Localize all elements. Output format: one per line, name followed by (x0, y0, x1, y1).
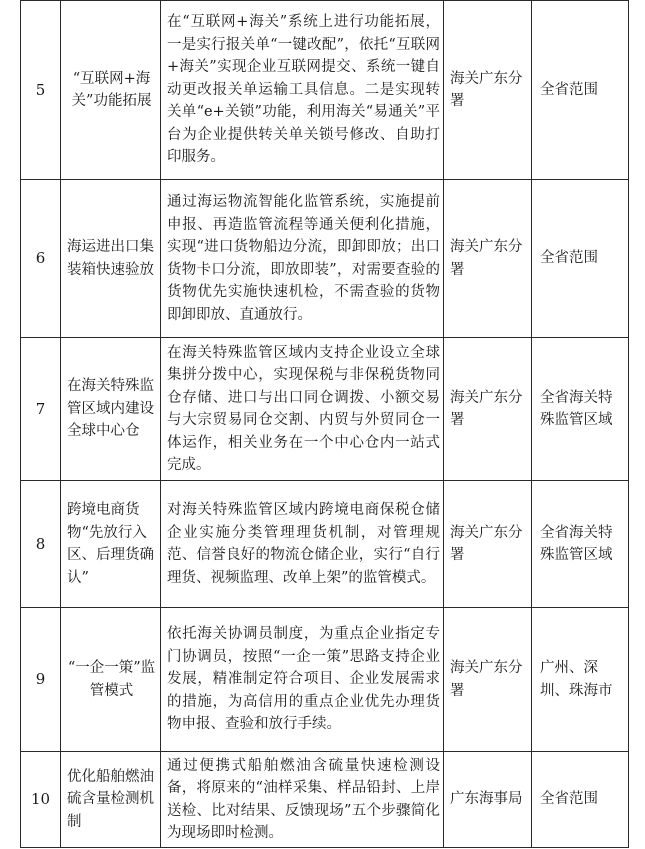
measure-content: 对海关特殊监管区域内跨境电商保税仓储企业实施分类管理理货机制，对管理规范、信誉良好的物流仓储企业，实行“自行理货、视频监理、改单上架”的监管模式。 (161, 481, 444, 608)
row-number: 7 (21, 338, 61, 481)
measure-name: 海运进出口集装箱快速验放 (61, 180, 161, 338)
responsible-department: 海关广东分署 (444, 180, 532, 338)
measure-name: 优化船舶燃油硫含量检测机制 (61, 752, 161, 848)
responsible-department: 海关广东分署 (444, 608, 532, 752)
responsible-department: 海关广东分署 (444, 1, 532, 180)
implementation-scope: 全省范围 (532, 752, 629, 848)
measure-content: 依托海关协调员制度，为重点企业指定专门协调员，按照“一企一策”思路支持企业发展，精准制定符合项目、企业发展需求的措施，为高信用的重点企业优先办理货物申报、查验和放行手续。 (161, 608, 444, 752)
measure-name: 在海关特殊监管区域内建设全球中心仓 (61, 338, 161, 481)
implementation-scope: 全省范围 (532, 1, 629, 180)
measure-name: 跨境电商货物“先放行入区、后理货确认” (61, 481, 161, 608)
measure-name: “一企一策”监管模式 (61, 608, 161, 752)
measure-content: 通过便携式船舶燃油含硫量快速检测设备，将原来的“油样采集、样品铅封、上岸送检、比对结果、反馈现场”五个步骤简化为现场即时检测。 (161, 752, 444, 848)
measure-content: 通过海运物流智能化监管系统，实施提前申报、再造监管流程等通关便利化措施，实现“进口货物船边分流，即卸即放；出口货物卡口分流，即放即装”，对需要查验的货物优先实施快速机检，不需查验的货物即卸即放、直通放行。 (161, 180, 444, 338)
measure-name: “互联网+海关”功能拓展 (61, 1, 161, 180)
responsible-department: 海关广东分署 (444, 481, 532, 608)
table-row (21, 752, 629, 848)
measure-content: 在“互联网+海关”系统上进行功能拓展，一是实行报关单“一键改配”，依托“互联网+海关”实现企业互联网提交、系统一键自动更改报关单运输工具信息。二是实现转关单“e+关锁”功能，利用海关“易通关”平台为企业提供转关单关锁号修改、自助打印服务。 (161, 1, 444, 180)
row-number: 6 (21, 180, 61, 338)
implementation-scope: 全省海关特殊监管区域 (532, 338, 629, 481)
table-row (21, 481, 629, 608)
table-row (21, 1, 629, 180)
responsible-department: 海关广东分署 (444, 338, 532, 481)
table-row (21, 338, 629, 481)
row-number: 9 (21, 608, 61, 752)
implementation-scope: 全省范围 (532, 180, 629, 338)
implementation-scope: 广州、深圳、珠海市 (532, 608, 629, 752)
measure-content: 在海关特殊监管区域内支持企业设立全球集拼分拨中心，实现保税与非保税货物同仓存储、进口与出口同仓调拨、小额交易与大宗贸易同仓交割、内贸与外贸同仓一体运作，相关业务在一个中心仓内一站式完成。 (161, 338, 444, 481)
row-number: 5 (21, 1, 61, 180)
responsible-department: 广东海事局 (444, 752, 532, 848)
measures-table (20, 0, 629, 848)
row-number: 10 (21, 752, 61, 848)
table-row (21, 180, 629, 338)
row-number: 8 (21, 481, 61, 608)
implementation-scope: 全省海关特殊监管区域 (532, 481, 629, 608)
table-row (21, 608, 629, 752)
